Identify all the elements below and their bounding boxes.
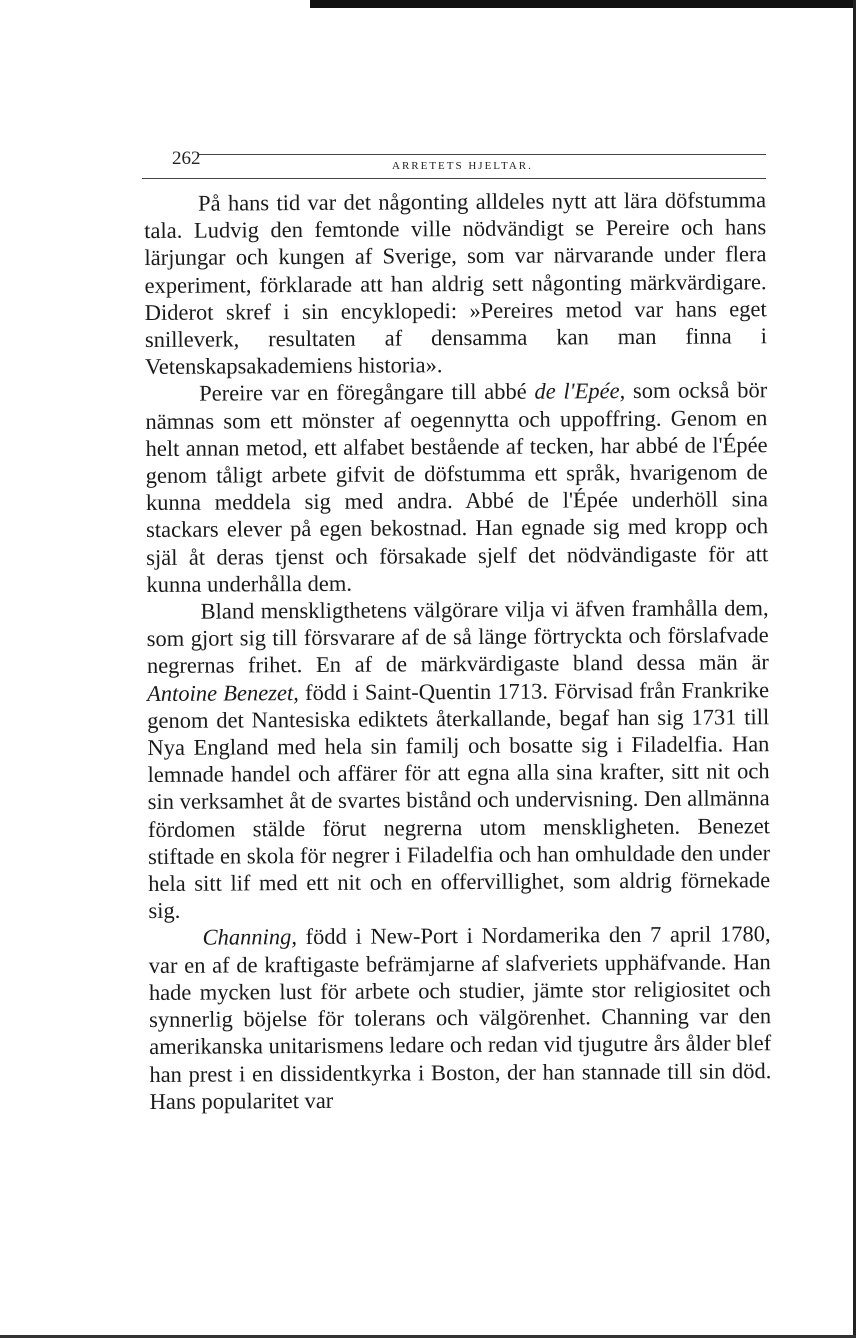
paragraph-pereire-intro (144, 186, 767, 380)
paragraph-text: född i Saint-Quentin 1713. Förvisad från Frankrike genom det Nantesiska ediktets återkallande, begaf han sig 1731 till Nya England med hela sin familj och bosatte sig i Filadelfia. Han lemnade handel och affärer för att egna alla sina krafter, sitt nit och sin verksamhet åt de svartes bistånd och undervisning. Den allmänna fördomen stälde förut negrerna utom menskligheten. Benezet stiftade en skola för negrer i Filadelfia och han omhuldade den under hela sitt lif med ett nit och en offervillighet, som aldrig förnekade sig. (147, 676, 771, 924)
paragraph-benezet (146, 594, 770, 924)
paragraph-channing (148, 921, 771, 1115)
italic-name: de l'Epée, (534, 378, 626, 405)
body-text (144, 186, 772, 1115)
italic-name: Antoine Benezet, (146, 679, 299, 706)
page-number: 262 (172, 148, 201, 169)
paragraph-text: Bland menskligthetens välgörare vilja vi äfven framhålla dem, som gjort sig till försvarare af de så länge förtryckta och förslafvade negrernas frihet. En af de märkvärdigaste bland dessa män är (146, 595, 769, 679)
scan-top-edge (310, 0, 856, 8)
page-header (142, 146, 766, 182)
italic-name: Channing, (202, 924, 298, 951)
paragraph-text: På hans tid var det någonting alldeles nytt att lära döfstumma tala. Ludvig den femtonde ville nödvändigt se Pereire och hans lärjungar och kungen af Sverige, som var närvarande under flera experiment, förklarade att han aldrig sett någonting märkvärdigare. Diderot skref i sin encyklopedi: »Pereires metod var hans eget snilleverk, resultaten af densamma kan man finna i Vetenskapsakademiens historia». (144, 187, 767, 380)
header-rule-top (198, 154, 766, 155)
header-rule-bottom (142, 178, 766, 179)
paragraph-text: som också bör nämnas som ett mönster af oegennytta och uppoffring. Genom en helt annan metod, ett alfabet bestående af tecken, har abbé de l'Épée genom tåligt arbete gifvit de döfstumma ett språk, hvarigenom de kunna meddela sig med andra. Abbé de l'Épée underhöll sina stackars elever på egen bekostnad. Han egnade sig med kropp och själ åt deras tjenst och försakade sjelf det nödvändigaste för att kunna underhålla dem. (145, 377, 769, 597)
running-head: ARRETETS HJELTAR. (392, 160, 533, 172)
paragraph-text: född i New-Port i Nordamerika den 7 april 1780, var en af de kraftigaste befrämjarne af slafveriets upphäfvande. Han hade mycken lust för arbete och studier, jämte stor religiositet och synnerlig böjelse för tolerans och välgörenhet. Channing var den amerikanska unitarismens ledare och redan vid tjugutre års ålder blef han prest i en dissidentkyrka i Boston, der han stannade till sin död. Hans popularitet var (148, 921, 772, 1114)
paragraph-text: Pereire var en föregångare till abbé (199, 379, 535, 407)
paragraph-abbe-de-lepee (145, 377, 768, 598)
